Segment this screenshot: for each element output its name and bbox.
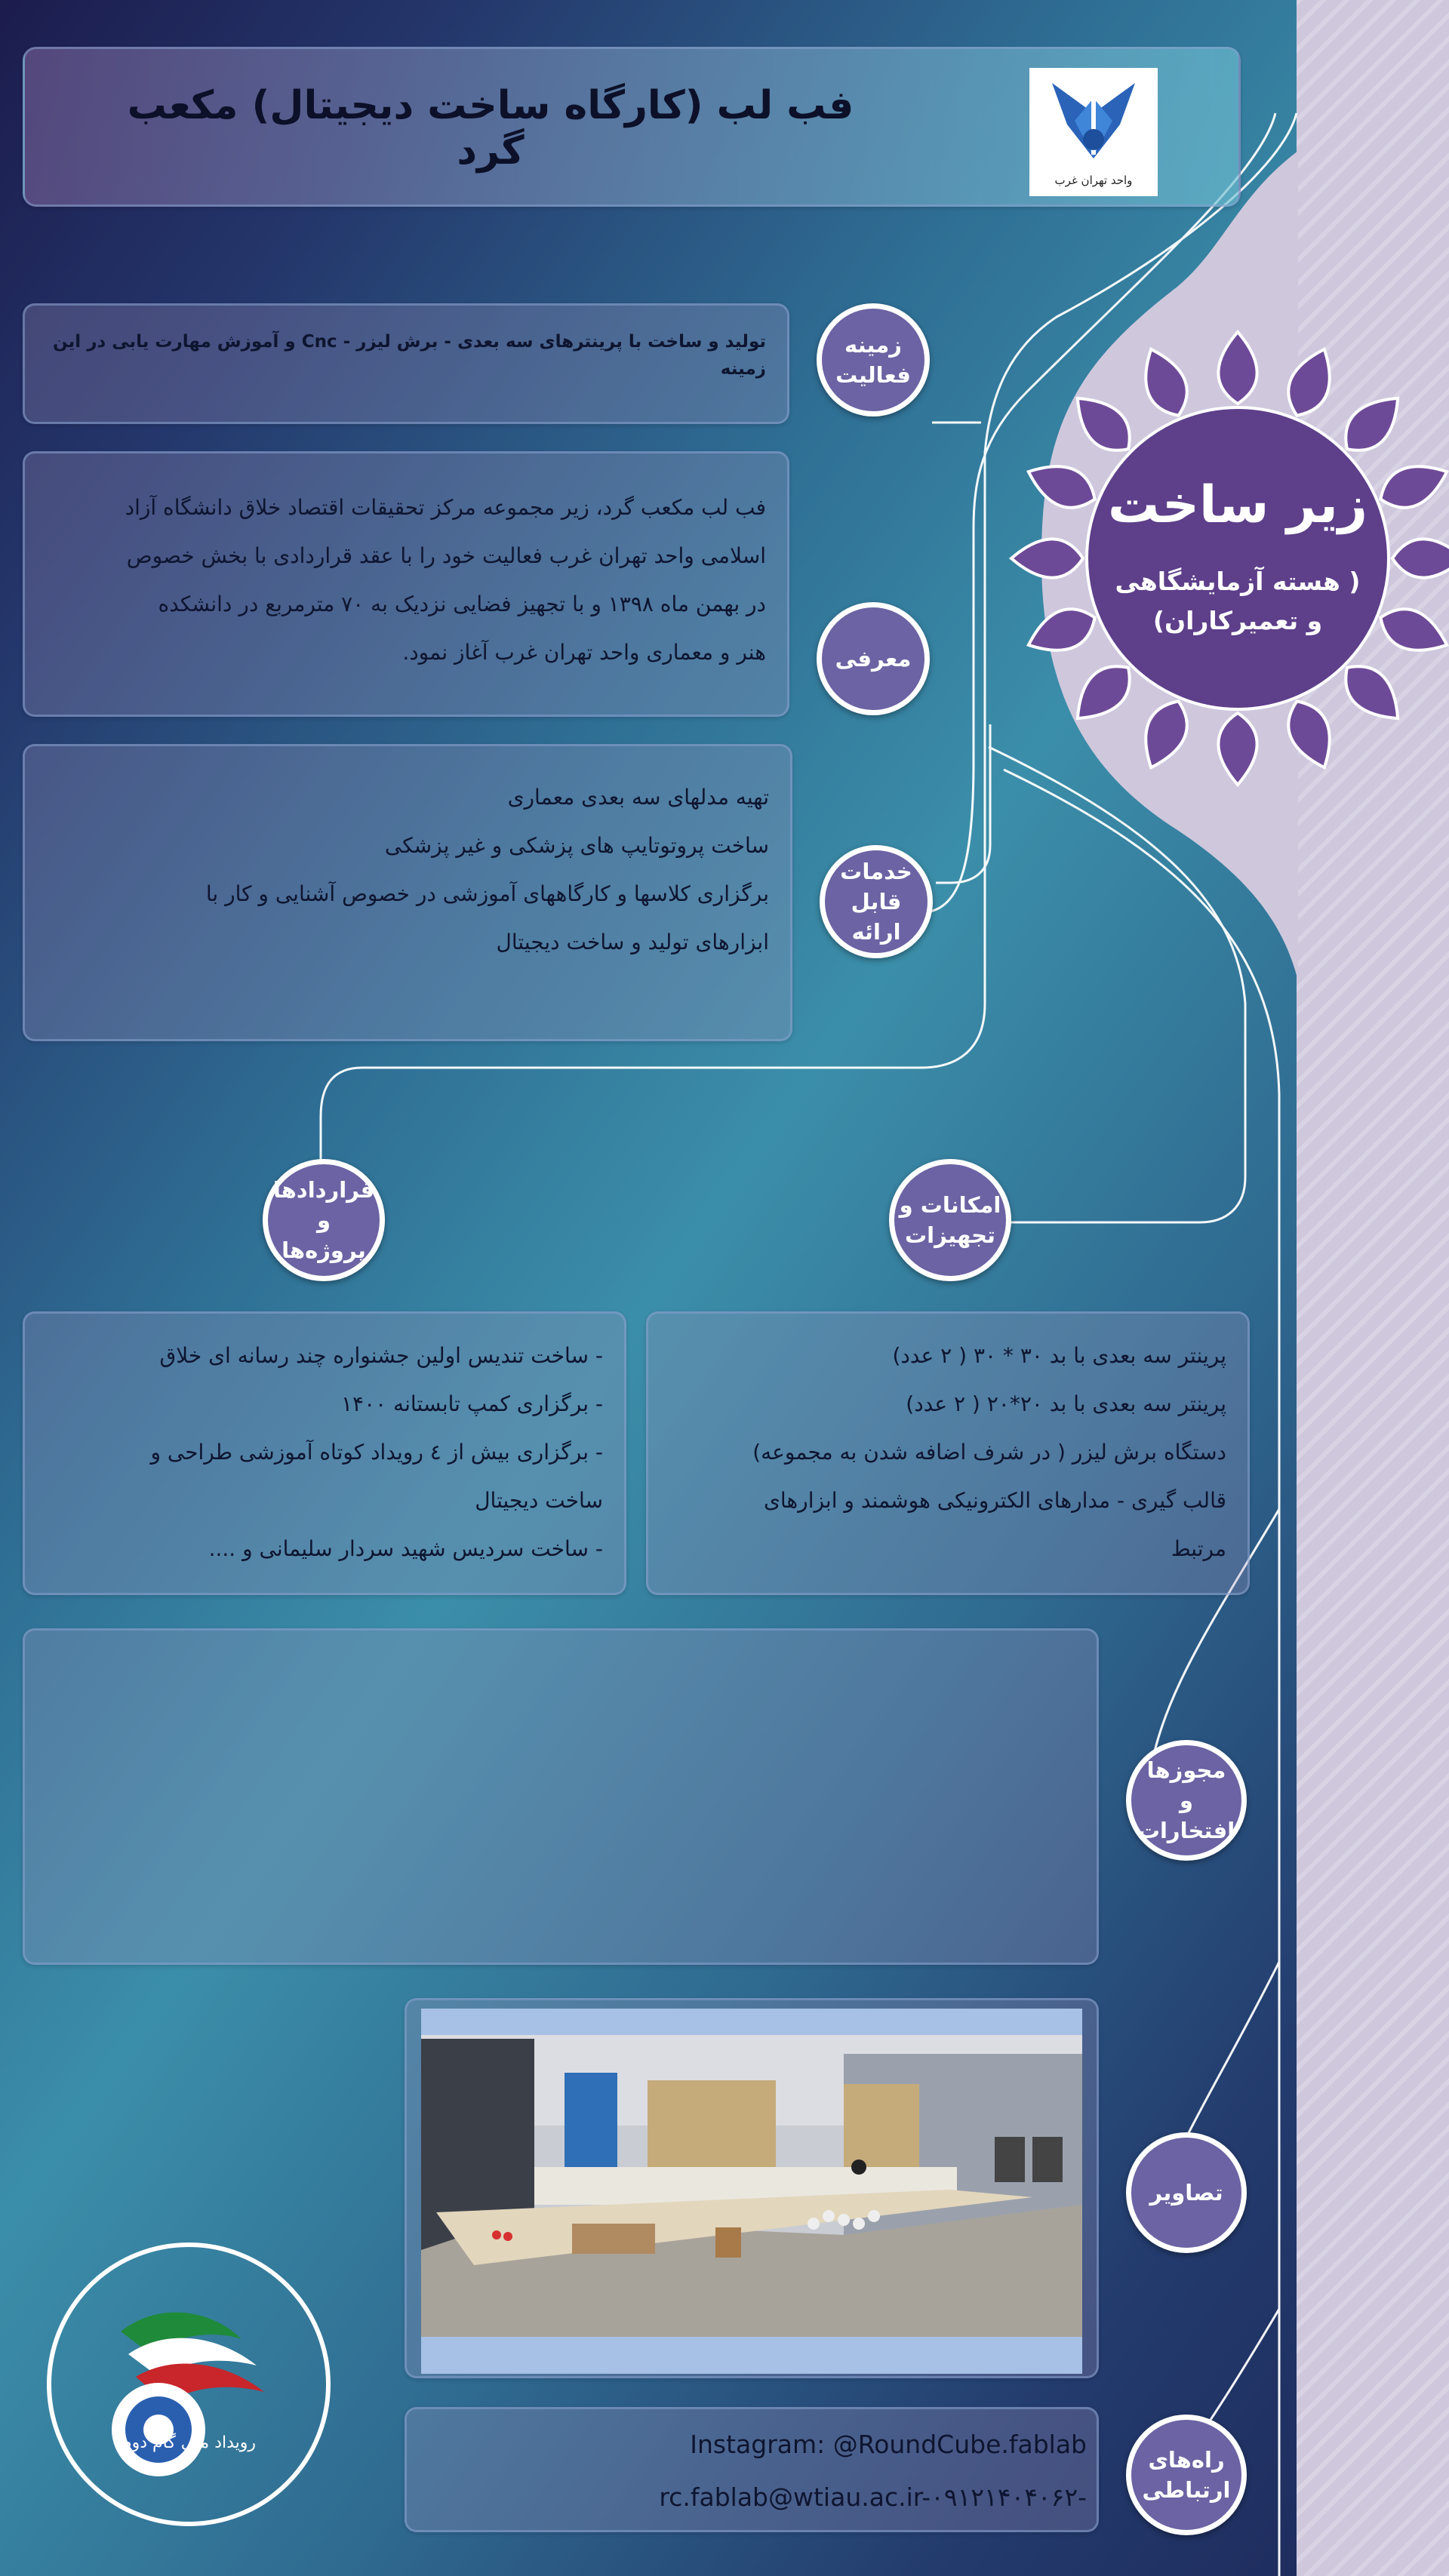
anniversary-caption: رویداد ملی گام دوم — [121, 2433, 257, 2452]
contracts-line: - برگزاری کمپ تابستانه ۱۴۰۰ — [341, 1391, 603, 1416]
page-title: فب لب (کارگاه ساخت دیجیتال) مکعب گرد — [127, 83, 854, 174]
equipment-card — [646, 1311, 1250, 1595]
flower-petal — [1279, 694, 1343, 775]
introduction-line: هنر و معماری واحد تهران غرب آغاز نمود. — [402, 640, 766, 665]
contact-bubble: راه‌های ارتباطی — [1126, 2415, 1247, 2535]
infrastructure-title: زیر ساخت — [1107, 475, 1368, 535]
flower-petal — [1134, 342, 1197, 423]
introduction-bubble: معرفی — [817, 602, 930, 715]
introduction-text — [26, 484, 766, 677]
contact-email[interactable]: rc.fablab@wtiau.ac.ir-۰۹۱۲۱۴۰۴۰۶۲- — [659, 2482, 1087, 2512]
flower-petal — [1392, 539, 1449, 577]
introduction-line: در بهمن ماه ۱۳۹۸ و با تجهیز فضایی نزدیک به ۷۰ مترمربع در دانشکده — [158, 592, 766, 616]
activity-field-text: تولید و ساخت با پرینترهای سه بعدی - برش لیزر - Cnc و آموزش مهارت یابی در این زمینه — [52, 332, 766, 379]
logo-caption: واحد تهران غرب — [1054, 174, 1133, 187]
services-line: ابزارهای تولید و ساخت دیجیتال — [496, 930, 769, 954]
flower-petal — [1218, 713, 1257, 785]
services-card — [23, 744, 792, 1041]
equipment-line: قالب گیری - مدارهای الکترونیکی هوشمند و ابزارهای — [763, 1488, 1226, 1513]
infrastructure-subtitle: ( هسته آزمایشگاهی و تعمیرکاران) — [1115, 567, 1361, 635]
equipment-line: مرتبط — [1171, 1536, 1226, 1561]
services-line: تهیه مدلهای سه بعدی معماری — [507, 785, 769, 810]
contracts-line: ساخت دیجیتال — [475, 1488, 603, 1513]
equipment-line: پرینتر سه بعدی با بد ۳۰ * ۳۰ ( ۲ عدد) — [892, 1343, 1226, 1368]
introduction-line: فب لب مکعب گرد، زیر مجموعه مرکز تحقیقات اقتصاد خلاق دانشگاه آزاد — [125, 495, 766, 520]
contracts-line: - ساخت سردیس شهید سردار سلیمانی و .... — [208, 1536, 603, 1561]
licenses-bubble: مجوزها و افتخارات — [1126, 1740, 1247, 1861]
licenses-card — [23, 1628, 1099, 1965]
equipment-bubble: امکانات و تجهیزات — [889, 1159, 1011, 1281]
services-bubble: خدمات قابل ارائه — [820, 845, 933, 958]
images-bubble: تصاویر — [1126, 2132, 1247, 2253]
flower-petal — [1279, 342, 1343, 423]
flower-petal — [1134, 694, 1197, 775]
contracts-text — [29, 1332, 603, 1573]
contact-instagram[interactable]: Instagram: @RoundCube.fablab — [690, 2430, 1087, 2459]
introduction-line: اسلامی واحد تهران غرب فعالیت خود را با عقد قراردادی با بخش خصوص — [126, 543, 766, 568]
services-text — [29, 773, 769, 967]
fablab-photo — [421, 2009, 1082, 2374]
equipment-line: دستگاه برش لیزر ( در شرف اضافه شدن به مجموعه) — [752, 1440, 1226, 1465]
contracts-bubble: قراردادها و پروژه‌ها — [263, 1159, 385, 1281]
flower-petal — [1218, 332, 1257, 404]
services-line: ساخت پروتوتایپ های پزشکی و غیر پزشکی — [384, 833, 769, 858]
contracts-card — [23, 1311, 626, 1595]
introduction-card — [23, 451, 789, 717]
equipment-text — [653, 1332, 1226, 1573]
contracts-line: - برگزاری بیش از ٤ رویداد کوتاه آموزشی طراحی و — [150, 1440, 603, 1465]
services-line: برگزاری کلاسها و کارگاههای آموزشی در خصوص آشنایی و کار با — [205, 881, 769, 906]
contact-card — [405, 2407, 1099, 2532]
fablab-photo-image — [421, 2009, 1082, 2374]
activity-field-card — [23, 303, 789, 424]
equipment-line: پرینتر سه بعدی با بد ۲۰*۲۰ ( ۲ عدد) — [906, 1391, 1226, 1416]
flower-petal — [1011, 539, 1083, 577]
activity-field-bubble: زمینه فعالیت — [817, 303, 930, 417]
anniversary-logo-icon — [30, 2226, 347, 2543]
contracts-line: - ساخت تندیس اولین جشنواره چند رسانه ای خلاق — [159, 1343, 603, 1368]
